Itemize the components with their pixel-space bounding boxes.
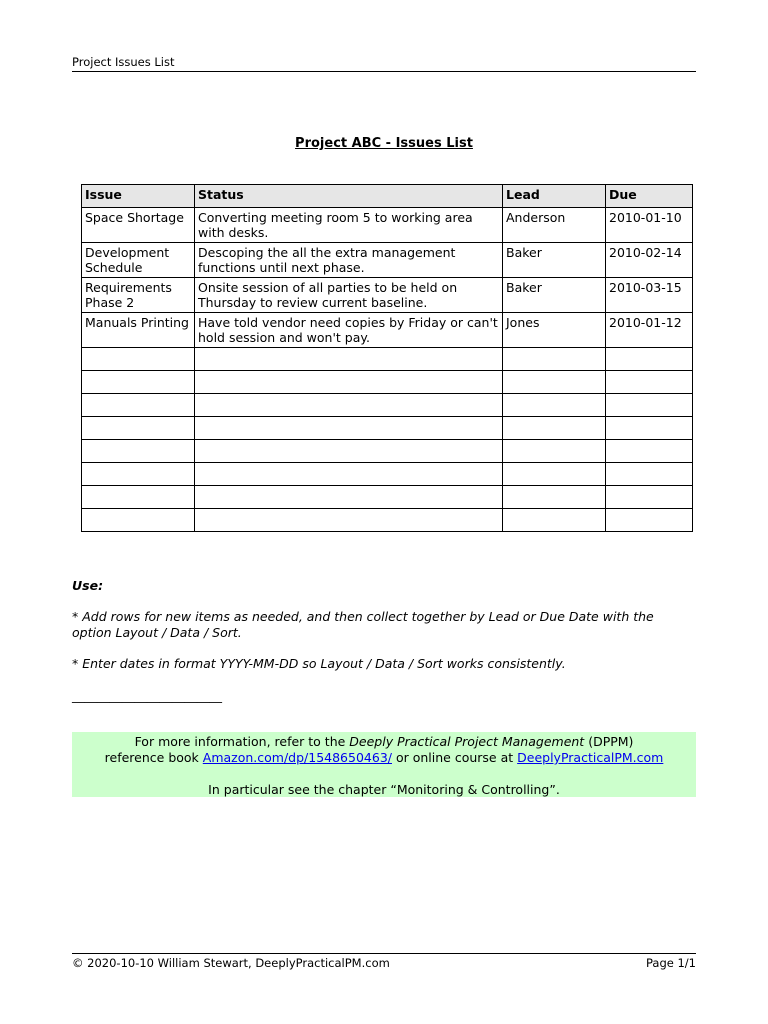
empty-table-row [82, 348, 693, 371]
empty-cell[interactable] [503, 440, 606, 463]
empty-cell[interactable] [503, 348, 606, 371]
reference-prefix: reference book [104, 750, 203, 765]
status-cell: Onsite session of all parties to be held on Thursday to review current baseline. [195, 278, 503, 313]
empty-cell[interactable] [195, 394, 503, 417]
usage-title: Use: [72, 578, 104, 593]
due-cell: 2010-03-15 [606, 278, 693, 313]
empty-cell[interactable] [606, 394, 693, 417]
usage-note-rows: * Add rows for new items as needed, and then collect together by Lead or Due Date with the option Layout / Data / Sort. [72, 609, 654, 640]
page-footer [72, 953, 696, 970]
document-title-text: Project ABC - Issues List [295, 136, 473, 151]
due-cell: 2010-01-12 [606, 313, 693, 348]
empty-cell[interactable] [195, 486, 503, 509]
table-header-row [82, 185, 693, 208]
empty-cell[interactable] [82, 348, 195, 371]
usage-note-dates: * Enter dates in format YYYY-MM-DD so Layout / Data / Sort works consistently. [72, 656, 566, 671]
page-header [72, 56, 696, 72]
empty-cell[interactable] [195, 371, 503, 394]
empty-cell[interactable] [503, 417, 606, 440]
empty-table-row [82, 417, 693, 440]
status-cell: Descoping the all the extra management functions until next phase. [195, 243, 503, 278]
due-cell: 2010-02-14 [606, 243, 693, 278]
amazon-link[interactable]: Amazon.com/dp/1548650463/ [202, 750, 392, 765]
table-row [82, 313, 693, 348]
empty-cell[interactable] [503, 463, 606, 486]
empty-cell[interactable] [503, 509, 606, 532]
empty-cell[interactable] [195, 348, 503, 371]
table-row [82, 278, 693, 313]
empty-cell[interactable] [195, 440, 503, 463]
book-title: Deeply Practical Project Management [349, 734, 585, 749]
info-line-1 [72, 734, 696, 750]
empty-cell[interactable] [195, 463, 503, 486]
chapter-note: In particular see the chapter “Monitoring & Controlling”. [208, 782, 560, 797]
empty-cell[interactable] [82, 509, 195, 532]
table-row [82, 243, 693, 278]
lead-cell: Anderson [503, 208, 606, 243]
separator-line: ________________________ [72, 688, 222, 703]
empty-table-row [82, 486, 693, 509]
course-text: or online course at [392, 750, 518, 765]
page-number: Page 1/1 [645, 956, 696, 970]
column-header-status: Status [195, 185, 503, 208]
issues-table [81, 184, 693, 532]
footer-copyright: © 2020-10-10 William Stewart, DeeplyPracticalPM.com [72, 956, 390, 970]
empty-table-row [82, 440, 693, 463]
empty-cell[interactable] [606, 371, 693, 394]
info-box [72, 732, 696, 797]
empty-cell[interactable] [606, 486, 693, 509]
empty-cell[interactable] [82, 486, 195, 509]
status-cell: Have told vendor need copies by Friday or can't hold session and won't pay. [195, 313, 503, 348]
empty-cell[interactable] [195, 509, 503, 532]
course-link[interactable]: DeeplyPracticalPM.com [517, 750, 664, 765]
empty-cell[interactable] [606, 509, 693, 532]
empty-cell[interactable] [195, 417, 503, 440]
empty-cell[interactable] [82, 417, 195, 440]
empty-cell[interactable] [503, 394, 606, 417]
empty-cell[interactable] [606, 440, 693, 463]
empty-cell[interactable] [606, 348, 693, 371]
usage-notes [72, 578, 696, 687]
status-cell: Converting meeting room 5 to working area with desks. [195, 208, 503, 243]
issue-cell: Requirements Phase 2 [82, 278, 195, 313]
page-header-text: Project Issues List [72, 55, 175, 69]
due-cell: 2010-01-10 [606, 208, 693, 243]
empty-table-row [82, 509, 693, 532]
issue-cell: Space Shortage [82, 208, 195, 243]
info-line-2 [72, 750, 696, 766]
column-header-issue: Issue [82, 185, 195, 208]
column-header-due: Due [606, 185, 693, 208]
lead-cell: Baker [503, 278, 606, 313]
empty-cell[interactable] [82, 394, 195, 417]
empty-cell[interactable] [606, 463, 693, 486]
empty-cell[interactable] [606, 417, 693, 440]
issue-cell: Manuals Printing [82, 313, 195, 348]
column-header-lead: Lead [503, 185, 606, 208]
empty-cell[interactable] [82, 463, 195, 486]
empty-cell[interactable] [82, 371, 195, 394]
empty-cell[interactable] [503, 486, 606, 509]
issue-cell: Development Schedule [82, 243, 195, 278]
info-suffix: (DPPM) [584, 734, 634, 749]
empty-cell[interactable] [503, 371, 606, 394]
empty-cell[interactable] [82, 440, 195, 463]
lead-cell: Baker [503, 243, 606, 278]
info-prefix: For more information, refer to the [134, 734, 350, 749]
table-row [82, 208, 693, 243]
empty-table-row [82, 394, 693, 417]
lead-cell: Jones [503, 313, 606, 348]
empty-table-row [82, 463, 693, 486]
empty-table-row [82, 371, 693, 394]
document-title [72, 136, 696, 151]
